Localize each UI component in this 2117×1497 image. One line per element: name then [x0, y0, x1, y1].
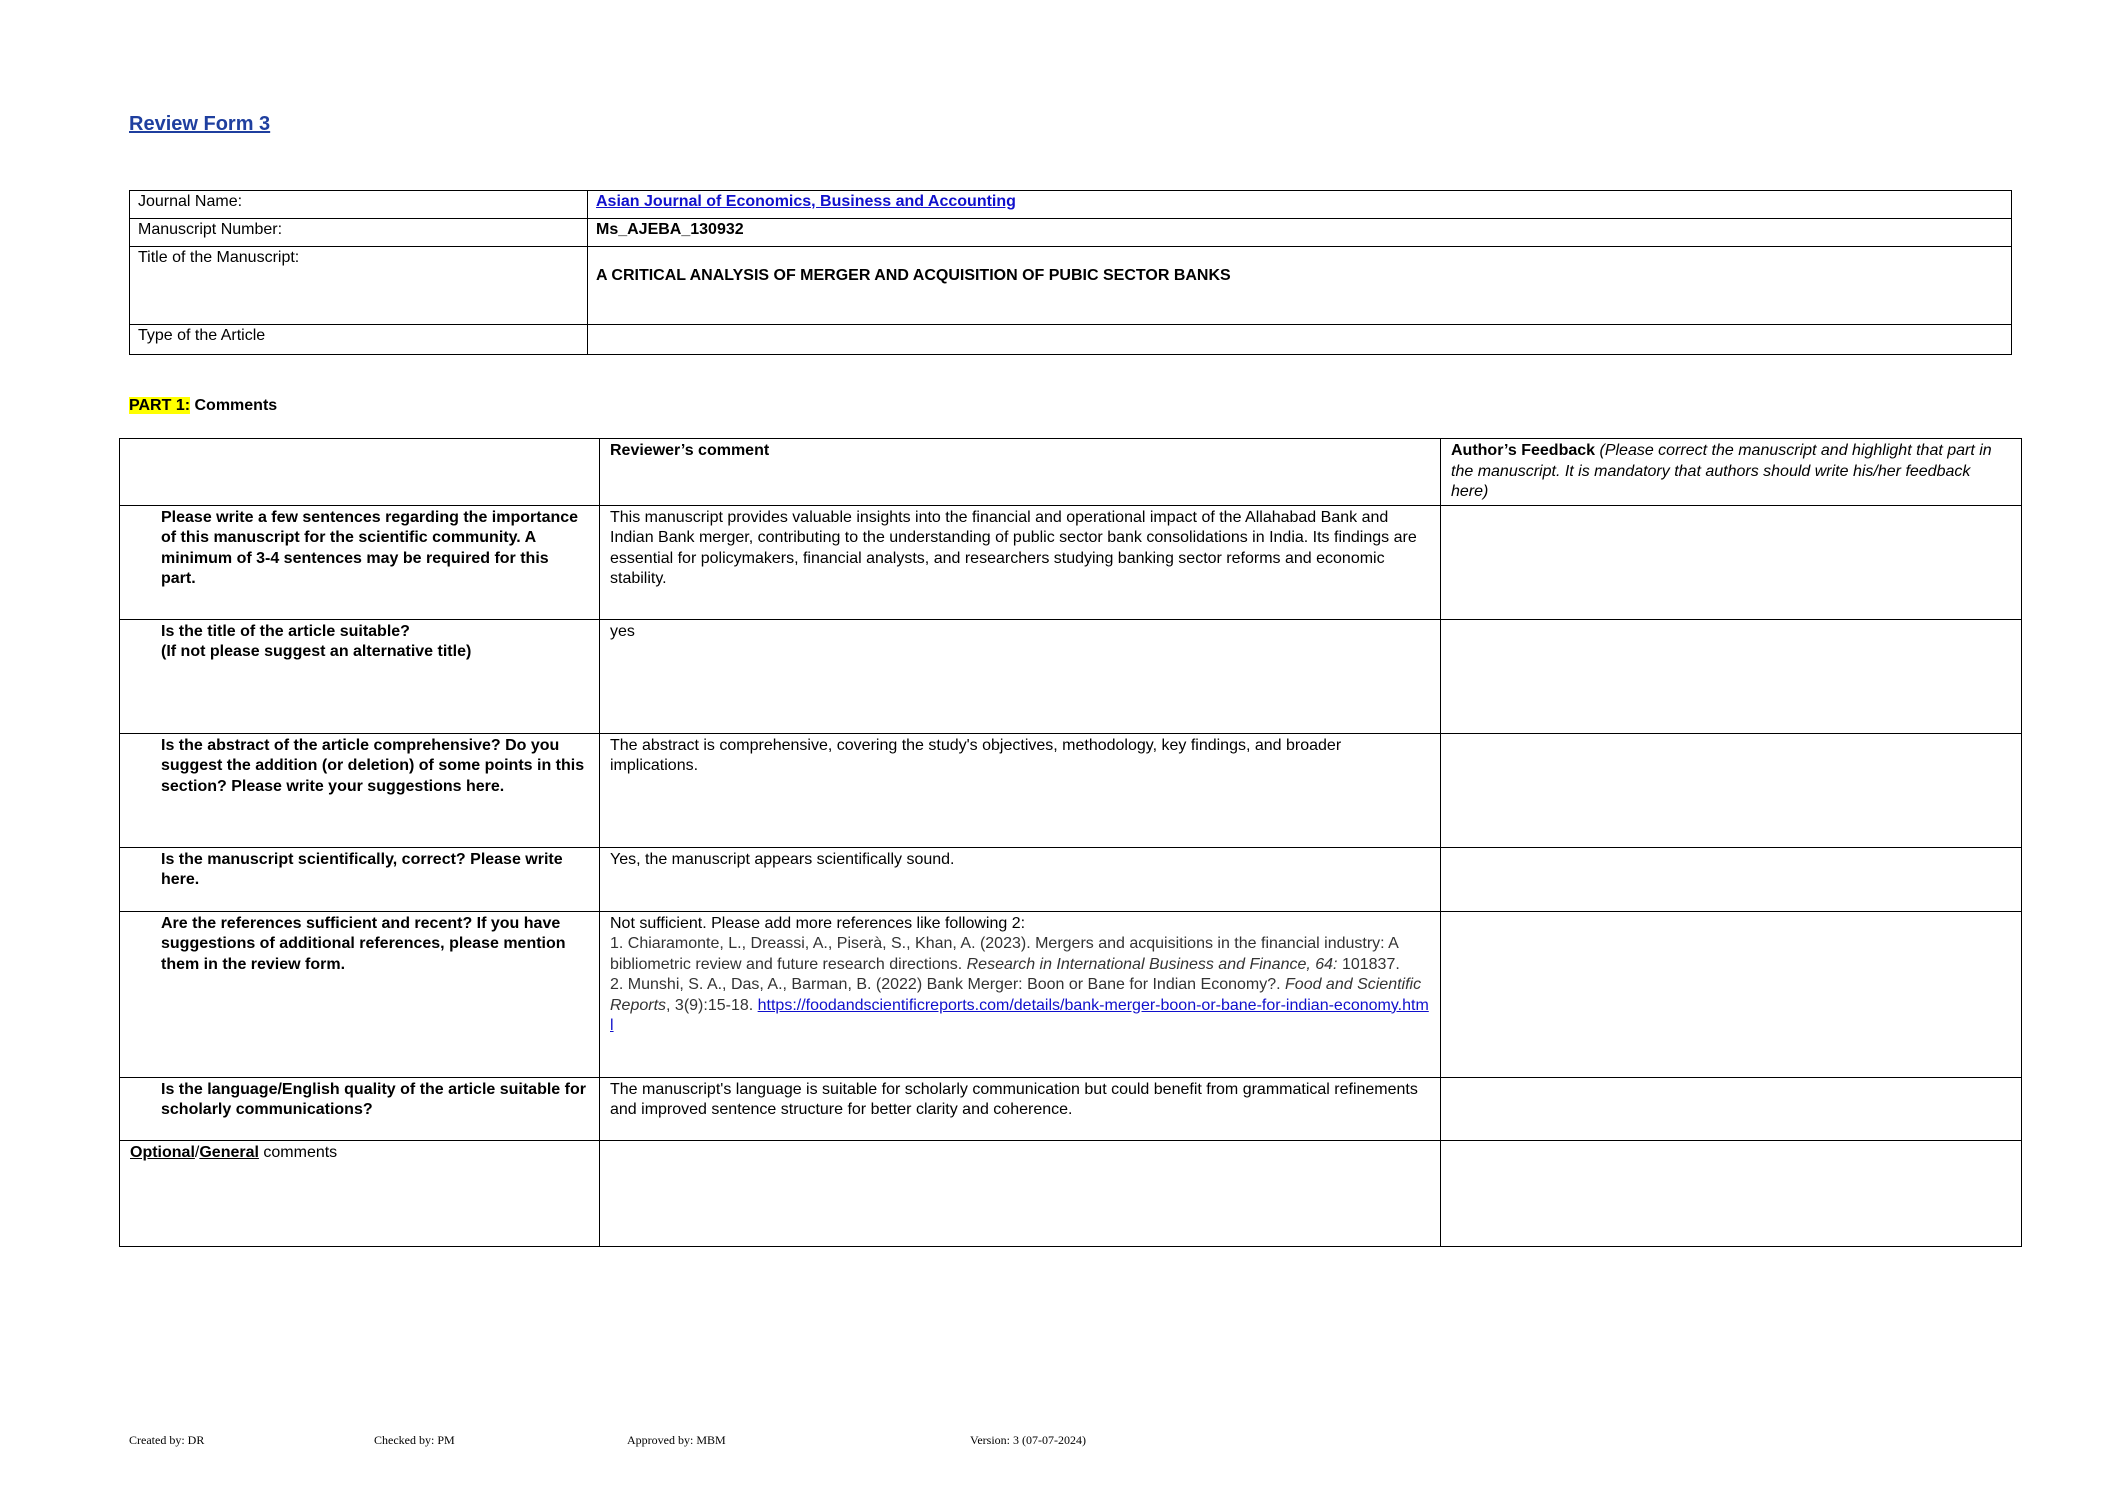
general-word: General: [199, 1143, 259, 1161]
author-feedback-language[interactable]: [1441, 1077, 2022, 1140]
footer-checked-by: Checked by: PM: [374, 1433, 455, 1447]
general-comments-label: [120, 1140, 600, 1246]
reference-2-text: 2. Munshi, S. A., Das, A., Barman, B. (2022) Bank Merger: Boon or Bane for Indian Economy?.: [610, 976, 1281, 993]
info-row-title: [130, 247, 2012, 325]
reviewer-comment-references[interactable]: [600, 911, 1441, 1077]
manuscript-title-value: A CRITICAL ANALYSIS OF MERGER AND ACQUISITION OF PUBIC SECTOR BANKS: [588, 247, 2012, 325]
question-title-line1: Is the title of the article suitable?: [161, 622, 410, 640]
reference-1-tail: 101837.: [1341, 955, 1400, 973]
info-row-journal: [130, 191, 2012, 219]
table-row: [120, 505, 2022, 619]
author-feedback-abstract[interactable]: [1441, 733, 2022, 847]
table-row: [120, 1140, 2022, 1246]
reference-1: [610, 934, 1430, 975]
header-reviewer-comment: Reviewer’s comment: [600, 439, 1441, 506]
part-label: PART 1:: [129, 397, 191, 414]
article-type-value: [588, 325, 2012, 355]
footer-approved-by: Approved by: MBM: [627, 1433, 726, 1447]
author-feedback-title[interactable]: [1441, 619, 2022, 733]
article-type-label: Type of the Article: [130, 325, 588, 355]
reference-2-link[interactable]: https://foodandscientificreports.com/details/bank-merger-boon-or-bane-for-indian-economy.html: [610, 996, 1429, 1034]
author-feedback-importance[interactable]: [1441, 505, 2022, 619]
info-row-type: [130, 325, 2012, 355]
reviewer-comment-language[interactable]: The manuscript's language is suitable for scholarly communication but could benefit from grammatical refinements and improved sentence structure for better clarity and coherence.: [600, 1077, 1441, 1140]
table-row: [120, 847, 2022, 911]
footer-version: Version: 3 (07-07-2024): [970, 1433, 1086, 1447]
table-row: [120, 911, 2022, 1077]
info-row-manuscript: [130, 219, 2012, 247]
reviewer-comment-importance[interactable]: This manuscript provides valuable insights into the financial and operational impact of the Allahabad Bank and Indian Bank merger, contributing to the understanding of public sector bank consolidations in India. Its findings are essential for policymakers, financial analysts, and researchers studying banking sector reforms and economic stability.: [600, 505, 1441, 619]
journal-link[interactable]: Asian Journal of Economics, Business and Accounting: [596, 193, 1016, 210]
manuscript-number-value: Ms_AJEBA_130932: [588, 219, 2012, 247]
table-row: [120, 733, 2022, 847]
question-title: [120, 619, 600, 733]
footer-created-by: Created by: DR: [129, 1433, 205, 1447]
header-author-feedback: [1441, 439, 2022, 506]
reference-1-journal: Research in International Business and Finance, 64:: [966, 955, 1338, 973]
reference-1-text: 1. Chiaramonte, L., Dreassi, A., Piserà, S., Khan, A. (2023). Mergers and acquisitions in the financial industry: A bibliometric review and future research directions.: [610, 935, 1398, 973]
manuscript-info-table: [129, 190, 2012, 355]
author-feedback-note: (Please correct the manuscript and highlight that part in the manuscript. It is mandatory that authors should write his/her feedback here): [1451, 442, 1992, 500]
author-feedback-references[interactable]: [1441, 911, 2022, 1077]
author-feedback-scientific[interactable]: [1441, 847, 2022, 911]
form-title: Review Form 3: [129, 113, 271, 135]
reviewer-comment-abstract[interactable]: The abstract is comprehensive, covering the study's objectives, methodology, key findings, and broader implications.: [600, 733, 1441, 847]
reviewer-general-comments[interactable]: [600, 1140, 1441, 1246]
manuscript-title-label: Title of the Manuscript:: [130, 247, 588, 325]
table-row: [120, 1077, 2022, 1140]
question-language: Is the language/English quality of the article suitable for scholarly communications?: [120, 1077, 600, 1140]
reference-2-tail: , 3(9):15-18.: [666, 996, 754, 1014]
author-feedback-title: Author’s Feedback: [1451, 442, 1596, 459]
header-blank-cell: [120, 439, 600, 506]
manuscript-number-label: Manuscript Number:: [130, 219, 588, 247]
question-scientific: Is the manuscript scientifically, correct? Please write here.: [120, 847, 600, 911]
general-sep: /: [194, 1143, 200, 1161]
question-title-line2: (If not please suggest an alternative title): [161, 643, 472, 660]
journal-label: Journal Name:: [130, 191, 588, 219]
author-general-feedback[interactable]: [1441, 1140, 2022, 1246]
reference-2: [610, 975, 1430, 1037]
general-rest: comments: [258, 1143, 338, 1161]
question-references: Are the references sufficient and recent? If you have suggestions of additional references, please mention them in the review form.: [120, 911, 600, 1077]
reviewer-comment-scientific[interactable]: Yes, the manuscript appears scientifically sound.: [600, 847, 1441, 911]
comments-table: [119, 438, 2022, 1247]
question-importance: Please write a few sentences regarding the importance of this manuscript for the scientific community. A minimum of 3-4 sentences may be required for this part.: [120, 505, 600, 619]
comments-header-row: [120, 439, 2022, 506]
part-title: Comments: [194, 397, 278, 414]
references-intro: Not sufficient. Please add more references like following 2:: [610, 914, 1026, 932]
question-abstract: Is the abstract of the article comprehensive? Do you suggest the addition (or deletion) of some points in this section? Please write your suggestions here.: [120, 733, 600, 847]
optional-word: Optional: [130, 1143, 195, 1161]
part-heading: [129, 397, 277, 415]
table-row: [120, 619, 2022, 733]
reviewer-comment-title[interactable]: yes: [600, 619, 1441, 733]
reference-2-journal: Food and Scientific Reports: [610, 976, 1422, 1014]
